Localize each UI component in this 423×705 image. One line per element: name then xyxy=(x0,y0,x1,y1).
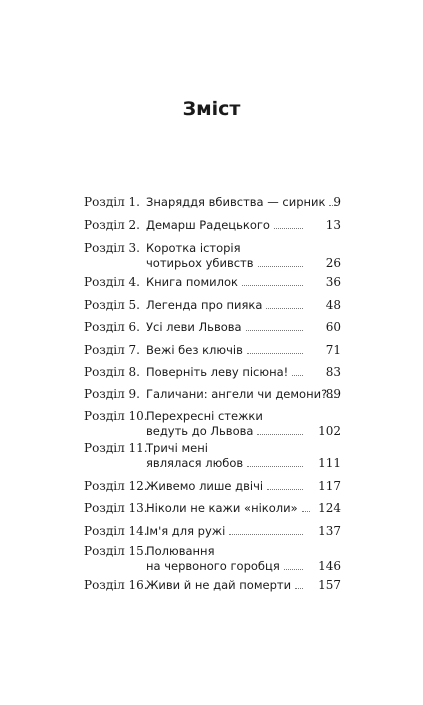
chapter-number: Розділ 6. xyxy=(84,320,140,334)
chapter-title-line xyxy=(146,195,326,210)
chapter-number: Розділ 12. xyxy=(84,479,148,493)
page-number: 60 xyxy=(325,320,341,334)
page-number: 26 xyxy=(325,256,341,270)
chapter-title-text: Вежі без ключів xyxy=(146,343,243,357)
chapter-title xyxy=(146,195,326,210)
chapter-title-line xyxy=(146,365,306,380)
dot-leader xyxy=(257,434,303,435)
chapter-title-text: Легенда про пияка xyxy=(146,298,263,312)
chapter-number: Розділ 3. xyxy=(84,241,140,255)
page-title: Зміст xyxy=(182,98,241,120)
chapter-number: Розділ 2. xyxy=(84,218,140,232)
chapter-title xyxy=(146,320,306,335)
page-number: 36 xyxy=(325,275,341,289)
dot-leader xyxy=(258,266,303,267)
chapter-title-line xyxy=(146,456,306,471)
chapter-title-line xyxy=(146,275,306,290)
chapter-title-line xyxy=(146,578,306,593)
chapter-title xyxy=(146,241,306,271)
chapter-title-text: Знаряддя вбивства — сирник xyxy=(146,195,326,209)
chapter-title-text: ведуть до Львова xyxy=(146,424,254,438)
chapter-title-line xyxy=(146,343,306,358)
page-number: 89 xyxy=(325,387,341,401)
chapter-number: Розділ 9. xyxy=(84,387,140,401)
chapter-title xyxy=(146,544,306,574)
chapter-title-line xyxy=(146,409,306,424)
chapter-title-text: Усі леви Львова xyxy=(146,320,242,334)
page-number: 83 xyxy=(325,365,341,379)
chapter-number: Розділ 8. xyxy=(84,365,140,379)
page-number: 157 xyxy=(318,578,341,592)
chapter-title-line xyxy=(146,441,306,456)
chapter-title-text: Ніколи не кажи «ніколи» xyxy=(146,501,298,515)
chapter-title-text: Демарш Радецького xyxy=(146,218,270,232)
chapter-title-line xyxy=(146,298,306,313)
page-number: 124 xyxy=(318,501,341,515)
chapter-number: Розділ 5. xyxy=(84,298,140,312)
chapter-title xyxy=(146,479,306,494)
dot-leader xyxy=(274,228,303,229)
chapter-number: Розділ 1. xyxy=(84,195,140,209)
chapter-number: Розділ 11. xyxy=(84,441,148,455)
chapter-title-line xyxy=(146,479,306,494)
chapter-title-line xyxy=(146,218,306,233)
chapter-title-text: Коротка історія xyxy=(146,241,241,255)
chapter-number: Розділ 10. xyxy=(84,409,148,423)
chapter-title xyxy=(146,441,306,471)
chapter-title-text: Поверніть леву пісюна! xyxy=(146,365,289,379)
page-number: 111 xyxy=(318,456,341,470)
chapter-title-line xyxy=(146,524,306,539)
chapter-number: Розділ 7. xyxy=(84,343,140,357)
dot-leader xyxy=(292,375,303,376)
chapter-title xyxy=(146,343,306,358)
page-number: 71 xyxy=(325,343,341,357)
chapter-number: Розділ 15. xyxy=(84,544,148,558)
chapter-title-text: Галичани: ангели чи демони? xyxy=(146,387,328,401)
chapter-number: Розділ 14. xyxy=(84,524,148,538)
chapter-title-line xyxy=(146,501,306,516)
page-number: 48 xyxy=(325,298,341,312)
chapter-title xyxy=(146,218,306,233)
chapter-title-line xyxy=(146,424,306,439)
dot-leader xyxy=(302,511,310,512)
chapter-title xyxy=(146,298,306,313)
chapter-number: Розділ 4. xyxy=(84,275,140,289)
chapter-title-text: Живемо лише двічі xyxy=(146,479,264,493)
page-number: 13 xyxy=(325,218,341,232)
dot-leader xyxy=(295,588,303,589)
chapter-title-text: Ім'я для ружі xyxy=(146,524,226,538)
chapter-title xyxy=(146,275,306,290)
chapter-title-text: Тричі мені xyxy=(146,441,208,455)
page-number: 102 xyxy=(318,424,341,438)
chapter-title xyxy=(146,409,306,439)
chapter-title xyxy=(146,524,306,539)
chapter-number: Розділ 13. xyxy=(84,501,148,515)
chapter-title-text: Полювання xyxy=(146,544,215,558)
chapter-title xyxy=(146,365,306,380)
chapter-number: Розділ 16. xyxy=(84,578,148,592)
dot-leader xyxy=(247,466,303,467)
dot-leader xyxy=(247,353,303,354)
dot-leader xyxy=(267,489,303,490)
chapter-title-line xyxy=(146,241,306,256)
chapter-title xyxy=(146,578,306,593)
chapter-title-line xyxy=(146,559,306,574)
page-number: 117 xyxy=(318,479,341,493)
chapter-title-line xyxy=(146,320,306,335)
chapter-title-line xyxy=(146,544,306,559)
chapter-title-line xyxy=(146,256,306,271)
dot-leader xyxy=(229,534,303,535)
page-number: 9 xyxy=(333,195,341,209)
dot-leader xyxy=(242,285,303,286)
chapter-title xyxy=(146,387,328,402)
chapter-title-text: Книга помилок xyxy=(146,275,238,289)
chapter-title-text: на червоного горобця xyxy=(146,559,280,573)
chapter-title-line xyxy=(146,387,328,402)
dot-leader xyxy=(284,569,303,570)
page-number: 146 xyxy=(318,559,341,573)
dot-leader xyxy=(266,308,303,309)
chapter-title-text: Живи й не дай померти xyxy=(146,578,292,592)
chapter-title-text: являлася любов xyxy=(146,456,244,470)
chapter-title-text: Перехресні стежки xyxy=(146,409,263,423)
dot-leader xyxy=(246,330,303,331)
page-number: 137 xyxy=(318,524,341,538)
chapter-title xyxy=(146,501,306,516)
chapter-title-text: чотирьох убивств xyxy=(146,256,254,270)
